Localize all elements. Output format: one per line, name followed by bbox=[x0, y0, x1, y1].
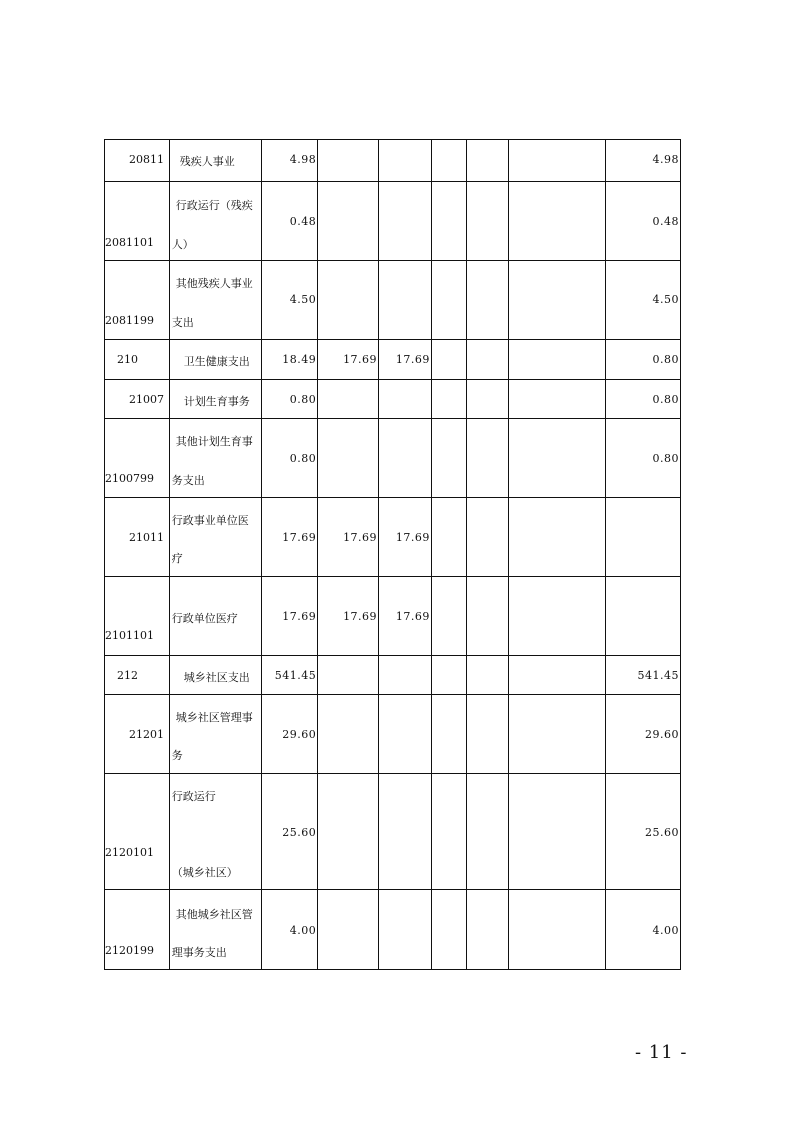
page-number: - 11 - bbox=[635, 1042, 688, 1063]
value-cell bbox=[431, 140, 466, 181]
value-cell: 17.69 bbox=[261, 498, 317, 576]
value-cell bbox=[317, 695, 378, 773]
value-cell bbox=[508, 182, 606, 260]
code-cell: 210 bbox=[117, 353, 138, 366]
value-cell: 17.69 bbox=[378, 340, 431, 379]
value-cell: 0.80 bbox=[261, 380, 317, 418]
name-cell: 残疾人事业 bbox=[169, 140, 262, 181]
table-row bbox=[105, 694, 680, 773]
value-cell bbox=[508, 695, 606, 773]
value-cell bbox=[508, 419, 606, 497]
value-cell: 4.98 bbox=[261, 140, 317, 181]
name-cell: 行政运行 （城乡社区） bbox=[169, 774, 262, 889]
value-cell bbox=[466, 498, 508, 576]
value-cell: 29.60 bbox=[605, 695, 680, 773]
value-cell bbox=[508, 577, 606, 655]
value-cell bbox=[508, 380, 606, 418]
value-cell: 29.60 bbox=[261, 695, 317, 773]
value-cell bbox=[466, 890, 508, 969]
code-cell: 2081199 bbox=[105, 314, 154, 327]
value-cell: 25.60 bbox=[605, 774, 680, 889]
value-cell bbox=[466, 380, 508, 418]
value-cell bbox=[431, 261, 466, 339]
value-cell: 17.69 bbox=[378, 577, 431, 655]
value-cell: 17.69 bbox=[261, 577, 317, 655]
value-cell bbox=[466, 261, 508, 339]
value-cell: 17.69 bbox=[317, 498, 378, 576]
value-cell bbox=[508, 774, 606, 889]
value-cell bbox=[605, 577, 680, 655]
code-cell: 2100799 bbox=[105, 472, 154, 485]
value-cell bbox=[431, 577, 466, 655]
value-cell: 4.50 bbox=[605, 261, 680, 339]
value-cell: 0.80 bbox=[605, 380, 680, 418]
value-cell bbox=[466, 656, 508, 694]
value-cell: 541.45 bbox=[261, 656, 317, 694]
value-cell bbox=[466, 774, 508, 889]
table-row bbox=[105, 655, 680, 694]
name-cell: 卫生健康支出 bbox=[169, 340, 262, 379]
name-cell: 行政单位医疗 bbox=[169, 577, 262, 655]
value-cell bbox=[317, 140, 378, 181]
value-cell bbox=[317, 261, 378, 339]
name-cell: 其他残疾人事业 支出 bbox=[169, 261, 262, 339]
value-cell bbox=[378, 695, 431, 773]
value-cell bbox=[378, 419, 431, 497]
table-row bbox=[105, 140, 680, 181]
value-cell bbox=[317, 774, 378, 889]
table-row bbox=[105, 181, 680, 260]
table-row bbox=[105, 889, 680, 969]
value-cell: 0.80 bbox=[605, 419, 680, 497]
value-cell bbox=[431, 340, 466, 379]
name-cell: 行政事业单位医 疗 bbox=[169, 498, 262, 576]
value-cell: 0.48 bbox=[605, 182, 680, 260]
value-cell bbox=[378, 140, 431, 181]
table-row bbox=[105, 576, 680, 655]
table-row bbox=[105, 339, 680, 379]
value-cell bbox=[508, 261, 606, 339]
value-cell: 541.45 bbox=[605, 656, 680, 694]
value-cell bbox=[317, 380, 378, 418]
value-cell: 18.49 bbox=[261, 340, 317, 379]
value-cell bbox=[466, 140, 508, 181]
name-cell: 其他城乡社区管 理事务支出 bbox=[169, 890, 262, 969]
name-cell: 计划生育事务 bbox=[169, 380, 262, 418]
value-cell bbox=[317, 182, 378, 260]
value-cell bbox=[317, 890, 378, 969]
value-cell: 4.00 bbox=[605, 890, 680, 969]
name-cell: 行政运行（残疾 人） bbox=[169, 182, 262, 260]
value-cell bbox=[466, 340, 508, 379]
value-cell bbox=[317, 656, 378, 694]
value-cell: 4.00 bbox=[261, 890, 317, 969]
table-row bbox=[105, 773, 680, 889]
value-cell bbox=[466, 182, 508, 260]
table-row bbox=[105, 497, 680, 576]
value-cell: 4.50 bbox=[261, 261, 317, 339]
code-cell: 21007 bbox=[129, 393, 164, 406]
code-cell: 2101101 bbox=[105, 629, 154, 642]
value-cell bbox=[431, 498, 466, 576]
value-cell bbox=[508, 656, 606, 694]
value-cell bbox=[431, 890, 466, 969]
budget-table bbox=[104, 139, 681, 970]
value-cell: 0.48 bbox=[261, 182, 317, 260]
value-cell bbox=[378, 890, 431, 969]
value-cell bbox=[378, 774, 431, 889]
code-cell: 21011 bbox=[129, 531, 164, 544]
table-row bbox=[105, 379, 680, 418]
value-cell bbox=[605, 498, 680, 576]
value-cell bbox=[431, 419, 466, 497]
value-cell bbox=[508, 890, 606, 969]
name-cell: 城乡社区管理事 务 bbox=[169, 695, 262, 773]
value-cell bbox=[466, 695, 508, 773]
code-cell: 212 bbox=[117, 669, 138, 682]
code-cell: 2120101 bbox=[105, 846, 154, 859]
value-cell: 25.60 bbox=[261, 774, 317, 889]
name-cell: 其他计划生育事 务支出 bbox=[169, 419, 262, 497]
value-cell bbox=[466, 577, 508, 655]
code-cell: 2120199 bbox=[105, 944, 154, 957]
name-cell: 城乡社区支出 bbox=[169, 656, 262, 694]
code-cell: 21201 bbox=[129, 728, 164, 741]
code-cell: 2081101 bbox=[105, 236, 154, 249]
value-cell bbox=[431, 380, 466, 418]
value-cell bbox=[508, 340, 606, 379]
value-cell: 0.80 bbox=[605, 340, 680, 379]
value-cell bbox=[508, 498, 606, 576]
table-row bbox=[105, 260, 680, 339]
value-cell bbox=[317, 419, 378, 497]
value-cell bbox=[431, 182, 466, 260]
value-cell: 17.69 bbox=[378, 498, 431, 576]
value-cell bbox=[431, 695, 466, 773]
value-cell: 17.69 bbox=[317, 577, 378, 655]
value-cell bbox=[431, 656, 466, 694]
code-cell: 20811 bbox=[129, 153, 164, 166]
value-cell: 4.98 bbox=[605, 140, 680, 181]
value-cell bbox=[508, 140, 606, 181]
value-cell bbox=[378, 656, 431, 694]
value-cell bbox=[431, 774, 466, 889]
value-cell bbox=[466, 419, 508, 497]
value-cell: 0.80 bbox=[261, 419, 317, 497]
value-cell bbox=[378, 261, 431, 339]
value-cell bbox=[378, 182, 431, 260]
value-cell: 17.69 bbox=[317, 340, 378, 379]
value-cell bbox=[378, 380, 431, 418]
table-row bbox=[105, 418, 680, 497]
